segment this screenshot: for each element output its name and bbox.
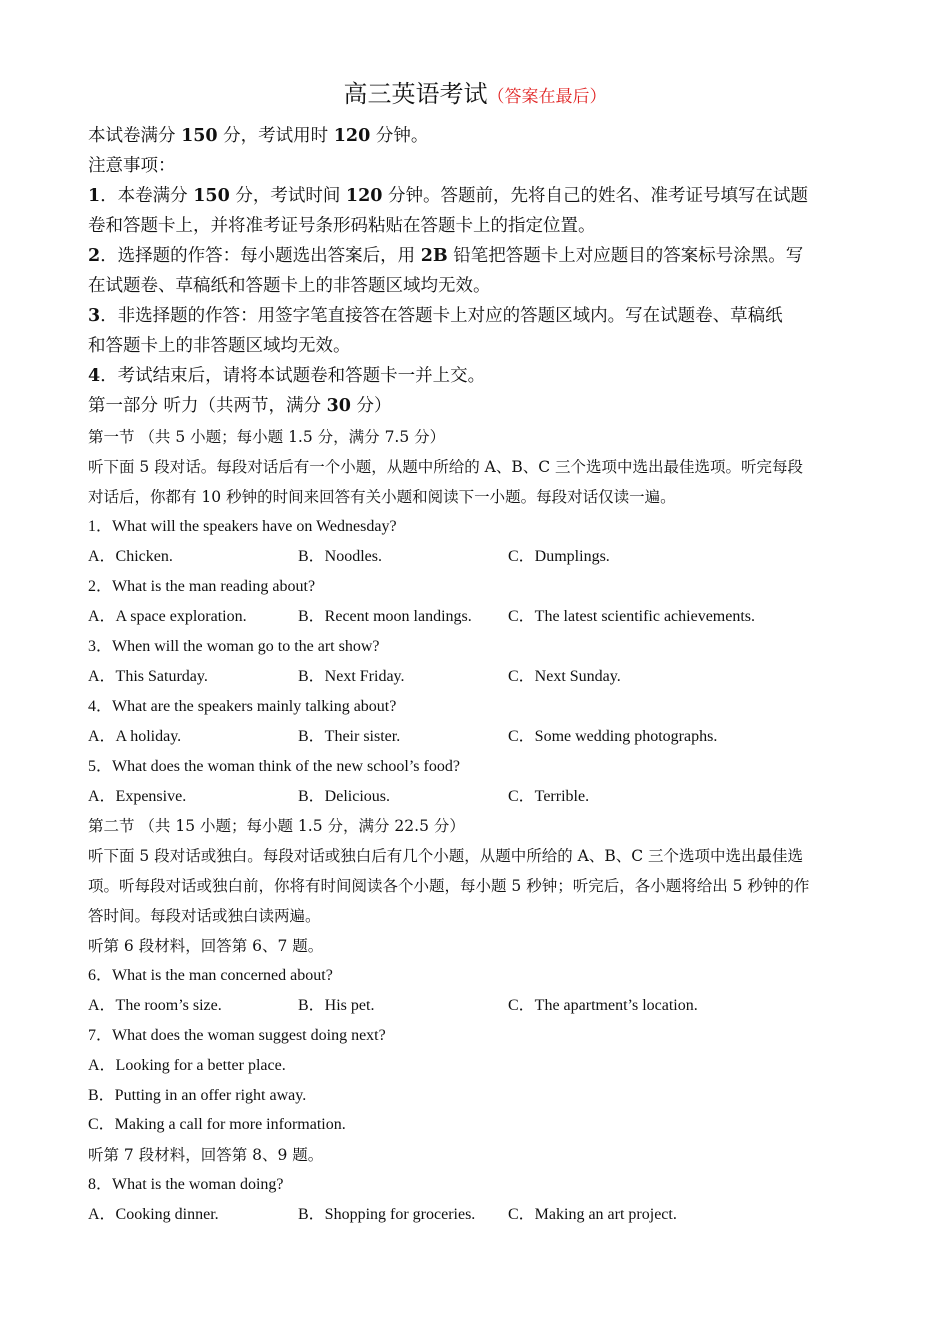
question-3: 3．When will the woman go to the art show? xyxy=(88,638,380,655)
option-b: B．Their sister. xyxy=(298,728,401,745)
question-4: 4．What are the speakers mainly talking about? xyxy=(88,698,397,715)
option-b: B．Shopping for groceries. xyxy=(298,1206,476,1223)
option-a: A．Looking for a better place. xyxy=(88,1057,286,1074)
option-c: C．Making a call for more information. xyxy=(88,1116,346,1133)
section1-instructions-cont: 对话后，你都有 10 秒钟的时间来回答有关小题和阅读下一小题。每段对话仅读一遍。 xyxy=(88,488,676,506)
section2-instructions-cont: 项。听每段对话或独白前，你将有时间阅读各个小题，每小题 5 秒钟；听完后，各小题将给出 5 秒钟的作 xyxy=(88,877,810,895)
option-c: C．Terrible. xyxy=(508,788,590,805)
section2-instructions-end: 答时间。每段对话或独白读两遍。 xyxy=(88,907,321,925)
score-line: 本试卷满分 150 分，考试用时 120 分钟。 xyxy=(88,126,429,146)
option-a: A．Expensive. xyxy=(88,788,187,805)
answer-note: （答案在最后） xyxy=(487,87,607,107)
option-b: B．His pet. xyxy=(298,997,375,1014)
notice-2: 2．选择题的作答：每小题选出答案后，用 2B 铅笔把答题卡上对应题目的答案标号涂黑。写 xyxy=(88,246,804,266)
title-text: 高三英语考试 xyxy=(343,80,488,108)
option-a: A．This Saturday. xyxy=(88,668,208,685)
notice-1-cont: 卷和答题卡上，并将准考证号条形码粘贴在答题卡上的指定位置。 xyxy=(88,216,596,236)
material-6-label: 听第 6 段材料，回答第 6、7 题。 xyxy=(88,937,324,955)
option-c: C．Some wedding photographs. xyxy=(508,728,718,745)
question-5: 5．What does the woman think of the new school’s food? xyxy=(88,758,460,775)
option-c: C．Making an art project. xyxy=(508,1206,677,1223)
option-b: B．Recent moon landings. xyxy=(298,608,472,625)
notice-2-cont: 在试题卷、草稿纸和答题卡上的非答题区域均无效。 xyxy=(88,276,491,296)
notice-3-cont: 和答题卡上的非答题区域均无效。 xyxy=(88,336,351,356)
option-b: B．Next Friday. xyxy=(298,668,405,685)
option-b: B．Delicious. xyxy=(298,788,390,805)
option-a: A．The room’s size. xyxy=(88,997,222,1014)
material-7-label: 听第 7 段材料，回答第 8、9 题。 xyxy=(88,1146,324,1164)
notice-title: 注意事项： xyxy=(88,156,176,176)
option-a: A．Cooking dinner. xyxy=(88,1206,219,1223)
question-1: 1．What will the speakers have on Wednesday? xyxy=(88,518,397,535)
option-c: C．The apartment’s location. xyxy=(508,997,698,1014)
option-c: C．Next Sunday. xyxy=(508,668,621,685)
question-2: 2．What is the man reading about? xyxy=(88,578,316,595)
page-title xyxy=(0,78,950,113)
option-b: B．Noodles. xyxy=(298,548,383,565)
section2-title: 第二节 （共 15 小题；每小题 1.5 分，满分 22.5 分） xyxy=(88,817,465,835)
question-8: 8．What is the woman doing? xyxy=(88,1176,284,1193)
section1-instructions: 听下面 5 段对话。每段对话后有一个小题，从题中所给的 A、B、C 三个选项中选出最佳选项。听完每段 xyxy=(88,458,804,476)
notice-1: 1．本卷满分 150 分，考试时间 120 分钟。答题前，先将自己的姓名、准考证号填写在试题 xyxy=(88,186,809,206)
question-6: 6．What is the man concerned about? xyxy=(88,967,333,984)
section1-title: 第一节 （共 5 小题；每小题 1.5 分，满分 7.5 分） xyxy=(88,428,446,446)
part1-title: 第一部分 听力（共两节，满分 30 分） xyxy=(88,396,392,416)
notice-3: 3．非选择题的作答：用签字笔直接答在答题卡上对应的答题区域内。写在试题卷、草稿纸 xyxy=(88,306,783,326)
option-b: B．Putting in an offer right away. xyxy=(88,1087,307,1104)
option-a: A．A space exploration. xyxy=(88,608,247,625)
notice-4: 4．考试结束后，请将本试题卷和答题卡一并上交。 xyxy=(88,366,486,386)
question-7: 7．What does the woman suggest doing next? xyxy=(88,1027,386,1044)
option-c: C．Dumplings. xyxy=(508,548,610,565)
section2-instructions: 听下面 5 段对话或独白。每段对话或独白后有几个小题，从题中所给的 A、B、C 三个选项中选出最佳选 xyxy=(88,847,804,865)
option-a: A．Chicken. xyxy=(88,548,173,565)
option-a: A．A holiday. xyxy=(88,728,182,745)
option-c: C．The latest scientific achievements. xyxy=(508,608,756,625)
